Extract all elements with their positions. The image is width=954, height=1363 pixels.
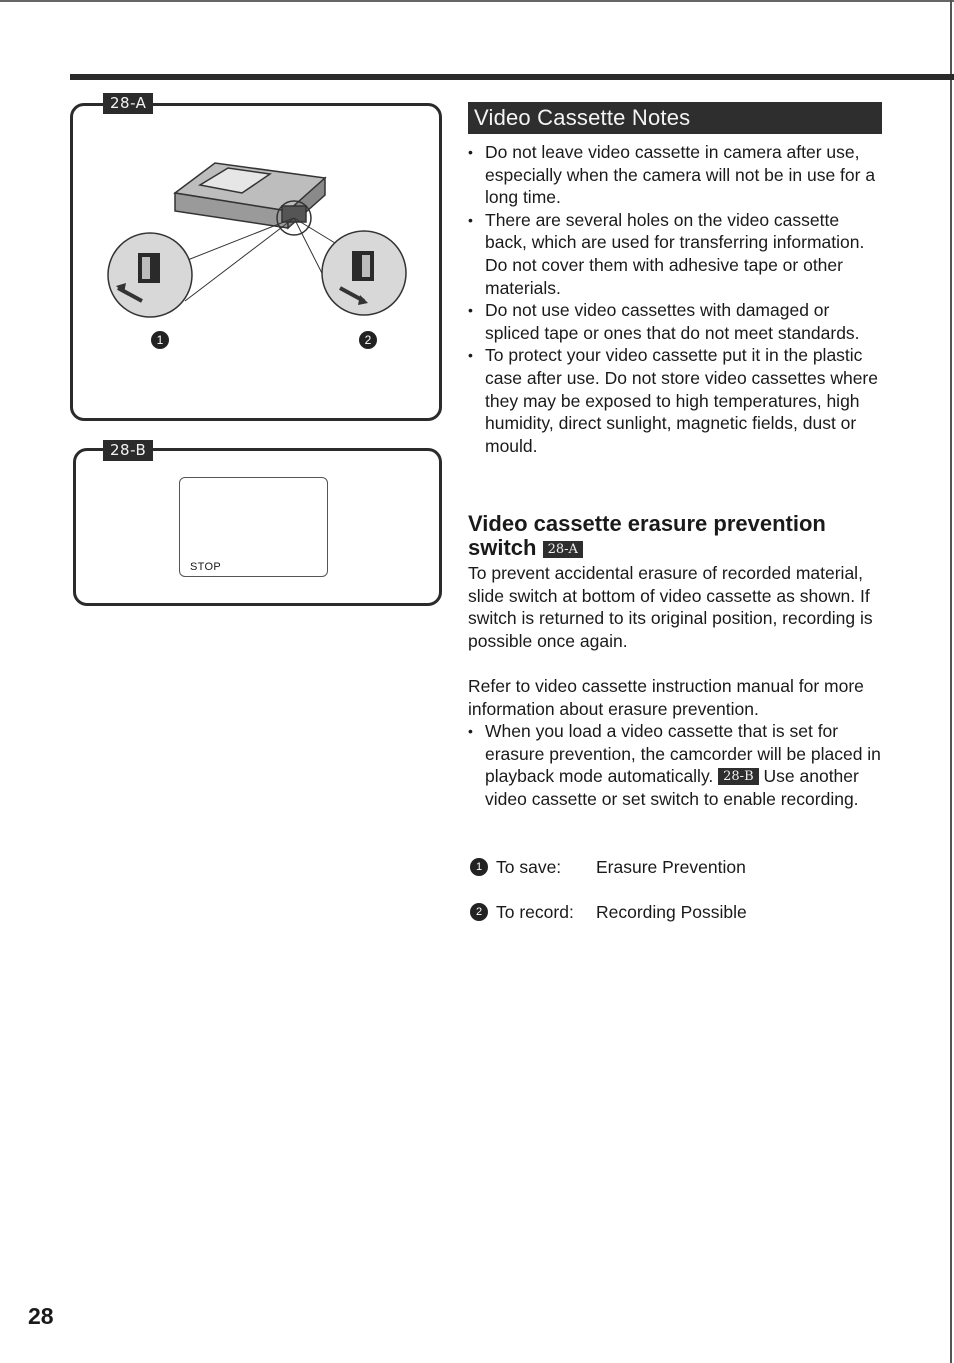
stop-indicator: STOP (190, 561, 221, 573)
marker-2-icon: 2 (470, 903, 488, 921)
page-right-edge (950, 0, 952, 1363)
erasure-refer-paragraph: Refer to video cassette instruction manual for more information about erasure prevention. (468, 676, 864, 719)
section-heading-text: Video cassette erasure prevention switch (468, 511, 826, 560)
list-item: • Do not use video cassettes with damaged or spliced tape or ones that do not meet standards. (468, 299, 882, 344)
notes-list (468, 141, 882, 457)
notes-title: Video Cassette Notes (468, 102, 882, 134)
page-top-edge (0, 0, 954, 2)
list-item: • There are several holes on the video cassette back, which are used for transferring information. Do not cover them with adhesive tape or other materials. (468, 209, 882, 299)
list-item (468, 720, 882, 810)
figure-label-28a: 28-A (103, 93, 153, 114)
cassette-illustration (70, 103, 442, 421)
magnifier-left (108, 233, 192, 317)
legend-row-save (470, 856, 746, 878)
list-item: • To protect your video cassette put it in the plastic case after use. Do not store video cassettes where they may be exposed to high temperatures, high humidity, direct sunlight, magnetic fields, dust or mould. (468, 344, 882, 457)
marker-2: 2 (359, 331, 377, 349)
marker-1: 1 (151, 331, 169, 349)
page-number: 28 (28, 1303, 54, 1329)
figure-label-28b: 28-B (103, 440, 153, 461)
erasure-note-list (468, 720, 882, 810)
figure-ref-badge: 28-A (543, 541, 583, 558)
marker-1-icon: 1 (470, 858, 488, 876)
erasure-paragraph: To prevent accidental erasure of recorded material, slide switch at bottom of video cassette as shown. If switch is returned to its original position, recording is possible once again. (468, 563, 873, 651)
section-heading (468, 512, 888, 560)
cassette-body (175, 163, 325, 228)
magnifier-right (322, 231, 406, 315)
legend-key: To record: (496, 902, 574, 922)
legend-value: Recording Possible (596, 902, 747, 922)
legend-key: To save: (496, 857, 562, 877)
legend-value: Erasure Prevention (596, 857, 746, 877)
legend-row-record (470, 901, 747, 923)
erasure-note-text: When you load a video cassette that is set for erasure prevention, the camcorder will be placed in playback mode automatically. (485, 721, 881, 787)
list-item: • Do not leave video cassette in camera after use, especially when the camera will not be in use for a long time. (468, 141, 882, 209)
figure-ref-badge: 28-B (718, 768, 759, 785)
header-rule (70, 74, 954, 80)
erasure-note-after: Use another video cassette or set switch to enable recording. (485, 766, 859, 809)
